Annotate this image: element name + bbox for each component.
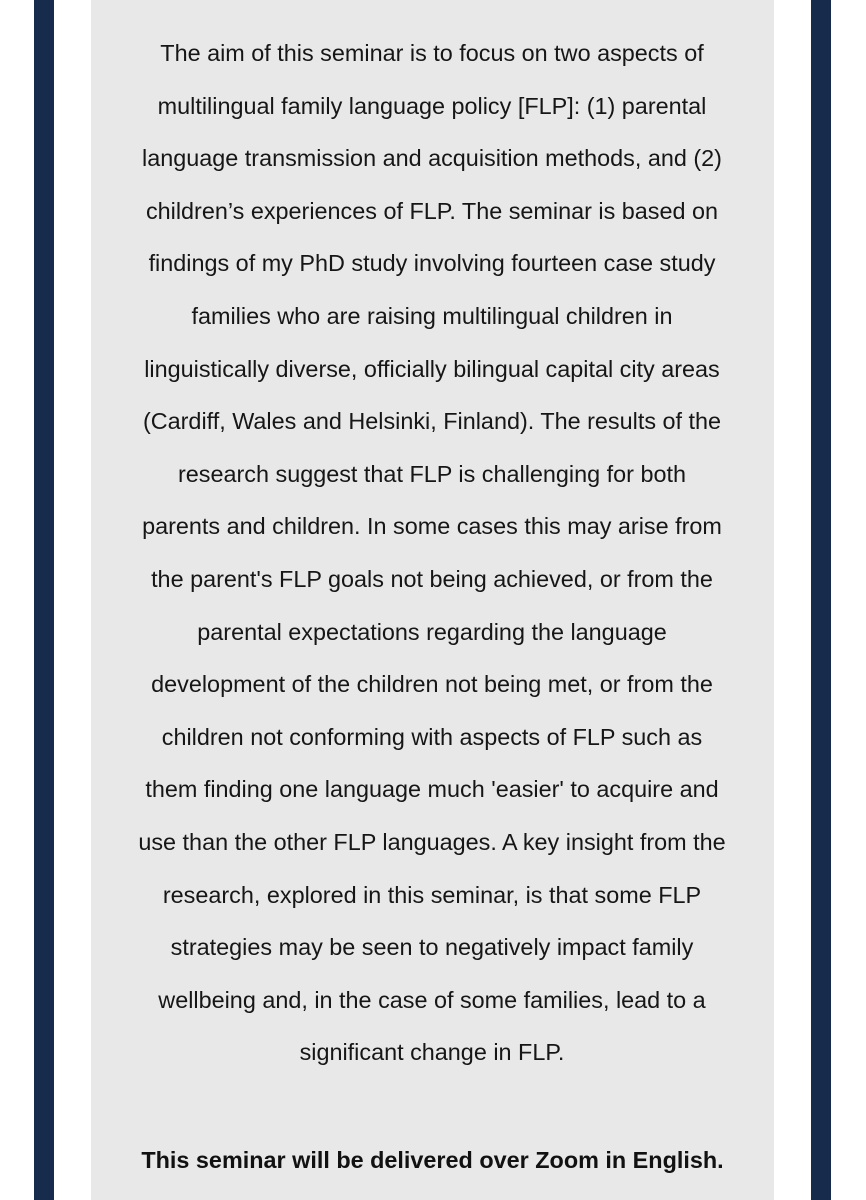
left-frame-bar [34,0,54,1200]
delivery-notice: This seminar will be delivered over Zoom in English. [141,1147,724,1173]
seminar-abstract: The aim of this seminar is to focus on two aspects of multilingual family language policy [FLP]: (1) parental language transmission and acquisition methods, and (2) children’s experiences of FLP. The seminar is based on findings of my PhD study involving fourteen case study families who are raising multilingual children in linguistically diverse, officially bilingual capital city areas (Cardiff, Wales and Helsinki, Finland). The results of the research suggest that FLP is challenging for both parents and children. In some cases this may arise from the parent's FLP goals not being achieved, or from the parental expectations regarding the language development of the children not being met, or from the children not conforming with aspects of FLP such as them finding one language much 'easier' to acquire and use than the other FLP languages. A key insight from the research, explored in this seminar, is that some FLP strategies may be seen to negatively impact family wellbeing and, in the case of some families, lead to a significant change in FLP. [138,40,726,1066]
right-frame-bar [811,0,831,1200]
